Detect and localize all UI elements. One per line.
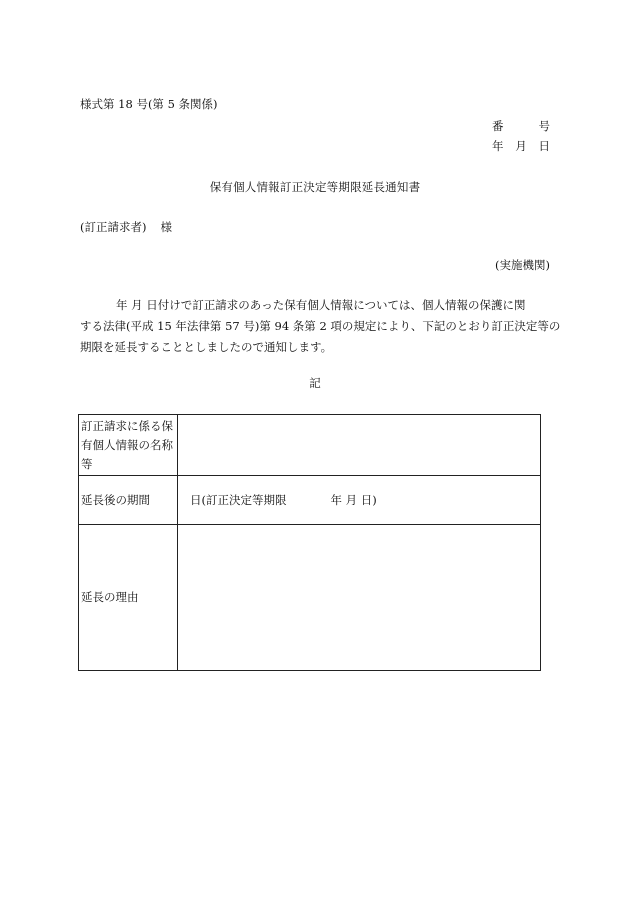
table-row bbox=[79, 415, 541, 476]
document-number-field bbox=[492, 118, 550, 134]
extension-reason-label: 延長の理由 bbox=[79, 525, 178, 671]
info-name-value bbox=[178, 415, 541, 476]
details-table bbox=[78, 414, 541, 671]
addressee bbox=[80, 219, 172, 235]
addressee-label: (訂正請求者) bbox=[80, 220, 147, 234]
body-line-1: 年 月 日付けで訂正請求のあった保有個人情報については、個人情報の保護に関 bbox=[116, 298, 526, 312]
issuing-agency: (実施機関) bbox=[495, 258, 550, 272]
issue-year: 年 bbox=[492, 139, 504, 153]
issue-date-field bbox=[492, 138, 550, 154]
body-line-3: 期限を延長することとしましたので通知します。 bbox=[80, 340, 333, 354]
form-number: 様式第 18 号(第 5 条関係) bbox=[80, 97, 218, 111]
extended-period-value bbox=[178, 476, 541, 525]
addressee-honorific: 様 bbox=[160, 220, 172, 234]
info-name-label: 訂正請求に係る保有個人情報の名称等 bbox=[79, 415, 178, 476]
notice-body bbox=[80, 295, 561, 358]
number-label-ban: 番 bbox=[492, 119, 504, 133]
ki-heading: 記 bbox=[309, 376, 321, 390]
number-label-go: 号 bbox=[538, 119, 550, 133]
body-line-2: する法律(平成 15 年法律第 57 号)第 94 条第 2 項の規定により、下記のとおり訂正決定等の bbox=[80, 319, 561, 333]
table-row bbox=[79, 476, 541, 525]
extension-reason-value bbox=[178, 525, 541, 671]
issue-month: 月 bbox=[515, 139, 527, 153]
period-days: 日(訂正決定等期限 bbox=[190, 492, 287, 507]
issue-day: 日 bbox=[538, 139, 550, 153]
extended-period-label: 延長後の期間 bbox=[79, 476, 178, 525]
document-title: 保有個人情報訂正決定等期限延長通知書 bbox=[209, 180, 421, 194]
table-row bbox=[79, 525, 541, 671]
period-deadline-date: 年 月 日) bbox=[330, 492, 377, 507]
